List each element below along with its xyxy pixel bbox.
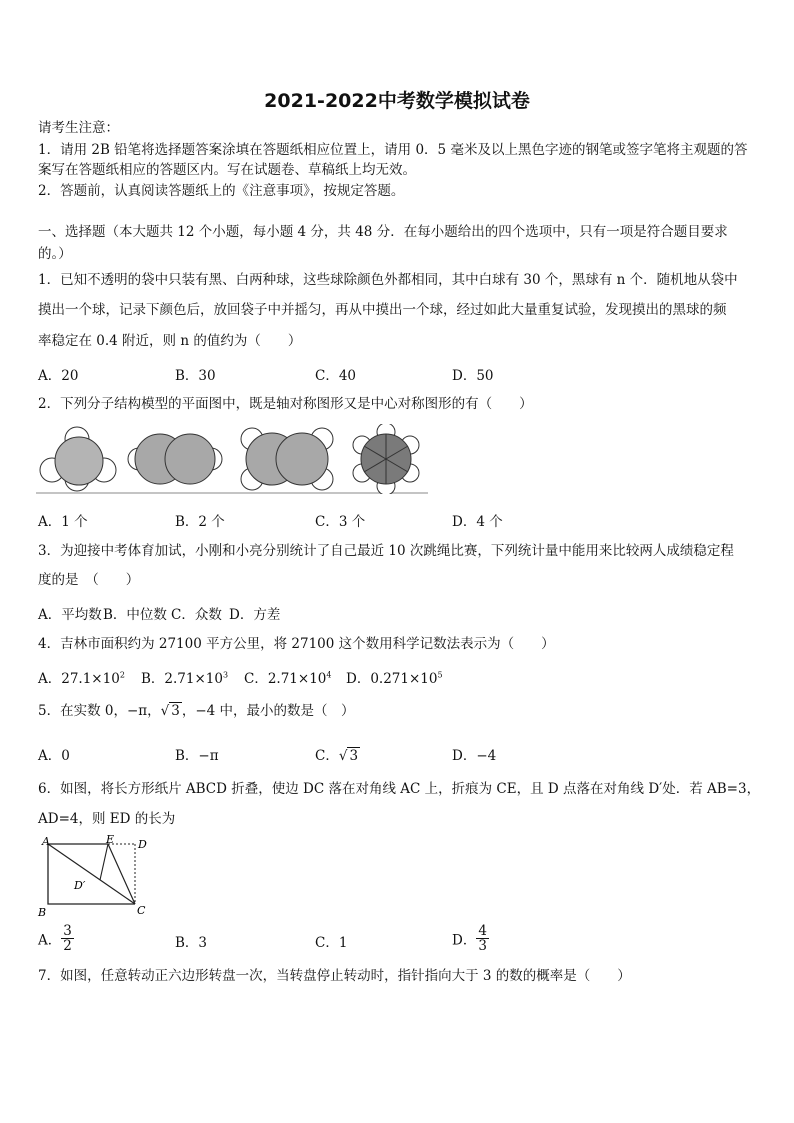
molecule-4 bbox=[353, 424, 419, 494]
q5-stem: 5．在实数 0，−π，√ 3 ，−4 中，最小的数是（ ） bbox=[38, 703, 355, 719]
q4-option-b[interactable]: B．$2.71\times 10^3$ bbox=[141, 670, 229, 687]
section-1-heading: 一、选择题（本大题共 12 个小题，每小题 4 分，共 48 分．在每小题给出的四个选项中，只有一项是符合题目要求 bbox=[38, 224, 728, 240]
q5-option-b[interactable]: B．−π bbox=[175, 748, 219, 764]
q1-line-3: 率稳定在 0.4 附近，则 n 的值约为（ ） bbox=[38, 333, 302, 349]
q5-radicand: 3 bbox=[171, 703, 180, 719]
q2-option-b[interactable]: B．2 个 bbox=[175, 514, 225, 530]
molecule-2 bbox=[128, 434, 222, 484]
q2-stem: 2．下列分子结构模型的平面图中，既是轴对称图形又是中心对称图形的有（ ） bbox=[38, 396, 533, 412]
q6-line-2: AD=4，则 ED 的长为 bbox=[38, 811, 176, 827]
molecule-figures bbox=[36, 424, 428, 494]
q6-option-d[interactable]: D． $\frac{4}{3}$ bbox=[452, 923, 487, 954]
q4-stem: 4．吉林市面积约为 27100 平方公里，将 27100 这个数用科学记数法表示为（ ） bbox=[38, 636, 555, 652]
section-1-heading-cont: 的。） bbox=[38, 246, 72, 262]
notice-heading: 请考生注意： bbox=[38, 120, 119, 136]
label-d: D bbox=[138, 838, 147, 851]
q5-option-d[interactable]: D．−4 bbox=[452, 748, 497, 764]
q1-option-c[interactable]: C．40 bbox=[315, 368, 357, 384]
q6-option-c[interactable]: C．1 bbox=[315, 935, 348, 951]
q2-option-d[interactable]: D．4 个 bbox=[452, 514, 503, 530]
q6-option-b[interactable]: B．3 bbox=[175, 935, 208, 951]
notice-item-2: 2．答题前，认真阅读答题纸上的《注意事项》，按规定答题。 bbox=[38, 183, 405, 199]
q4-option-c[interactable]: C．$2.71\times 10^4$ bbox=[244, 670, 332, 687]
q2-option-a[interactable]: A．1 个 bbox=[38, 514, 88, 530]
q6-line-1: 6．如图，将长方形纸片 ABCD 折叠，使边 DC 落在对角线 AC 上，折痕为 CE，且 D 点落在对角线 D′处．若 AB=3， bbox=[38, 781, 761, 797]
q1-line-1: 1．已知不透明的袋中只装有黑、白两种球，这些球除颜色外都相同，其中白球有 30 个，黑球有 n 个．随机地从袋中 bbox=[38, 272, 738, 288]
q5-option-a[interactable]: A．0 bbox=[38, 748, 70, 764]
q1-option-d[interactable]: D．50 bbox=[452, 368, 494, 384]
q6-option-a[interactable]: A． $\frac{3}{2}$ bbox=[38, 923, 72, 954]
molecule-3 bbox=[241, 428, 333, 490]
label-a: A bbox=[42, 835, 50, 848]
rectangle-fold-figure bbox=[34, 834, 152, 920]
molecule-1 bbox=[40, 427, 116, 491]
q4-option-d[interactable]: D．$0.271\times 10^5$ bbox=[346, 670, 443, 687]
q3-option-b[interactable]: B．中位数 bbox=[103, 607, 167, 623]
q3-option-c[interactable]: C．众数 bbox=[171, 607, 222, 623]
q1-option-a[interactable]: A．20 bbox=[38, 368, 79, 384]
label-c: C bbox=[137, 904, 146, 917]
q1-option-b[interactable]: B．30 bbox=[175, 368, 216, 384]
q3-option-a[interactable]: A．平均数 bbox=[38, 607, 102, 623]
q3-option-d[interactable]: D．方差 bbox=[229, 607, 281, 623]
q1-line-2: 摸出一个球，记录下颜色后，放回袋子中并摇匀，再从中摸出一个球，经过如此大量重复试验，发现摸出的黑球的频 bbox=[38, 302, 727, 318]
q2-option-c[interactable]: C．3 个 bbox=[315, 514, 366, 530]
notice-item-1b: 案写在答题纸相应的答题区内。写在试题卷、草稿纸上均无效。 bbox=[38, 162, 416, 178]
label-b: B bbox=[38, 906, 47, 919]
notice-item-1a: 1．请用 2B 铅笔将选择题答案涂填在答题纸相应位置上，请用 0．5 毫米及以上黑色字迹的钢笔或签字笔将主观题的答 bbox=[38, 142, 748, 158]
page-title: 2021-2022中考数学模拟试卷 bbox=[264, 90, 530, 112]
label-e: E bbox=[106, 834, 115, 846]
label-d-prime: D′ bbox=[74, 879, 86, 892]
q5-option-c[interactable]: C．√ 3 bbox=[315, 748, 359, 764]
q4-option-a[interactable]: A．$27.1\times 10^2$ bbox=[38, 670, 125, 687]
q3-line-1: 3．为迎接中考体育加试，小刚和小亮分别统计了自己最近 10 次跳绳比赛，下列统计量中能用来比较两人成绩稳定程 bbox=[38, 543, 734, 559]
q3-line-2: 度的是 （ ） bbox=[38, 572, 140, 588]
q7-stem: 7．如图，任意转动正六边形转盘一次，当转盘停止转动时，指针指向大于 3 的数的概率是（ ） bbox=[38, 968, 631, 984]
